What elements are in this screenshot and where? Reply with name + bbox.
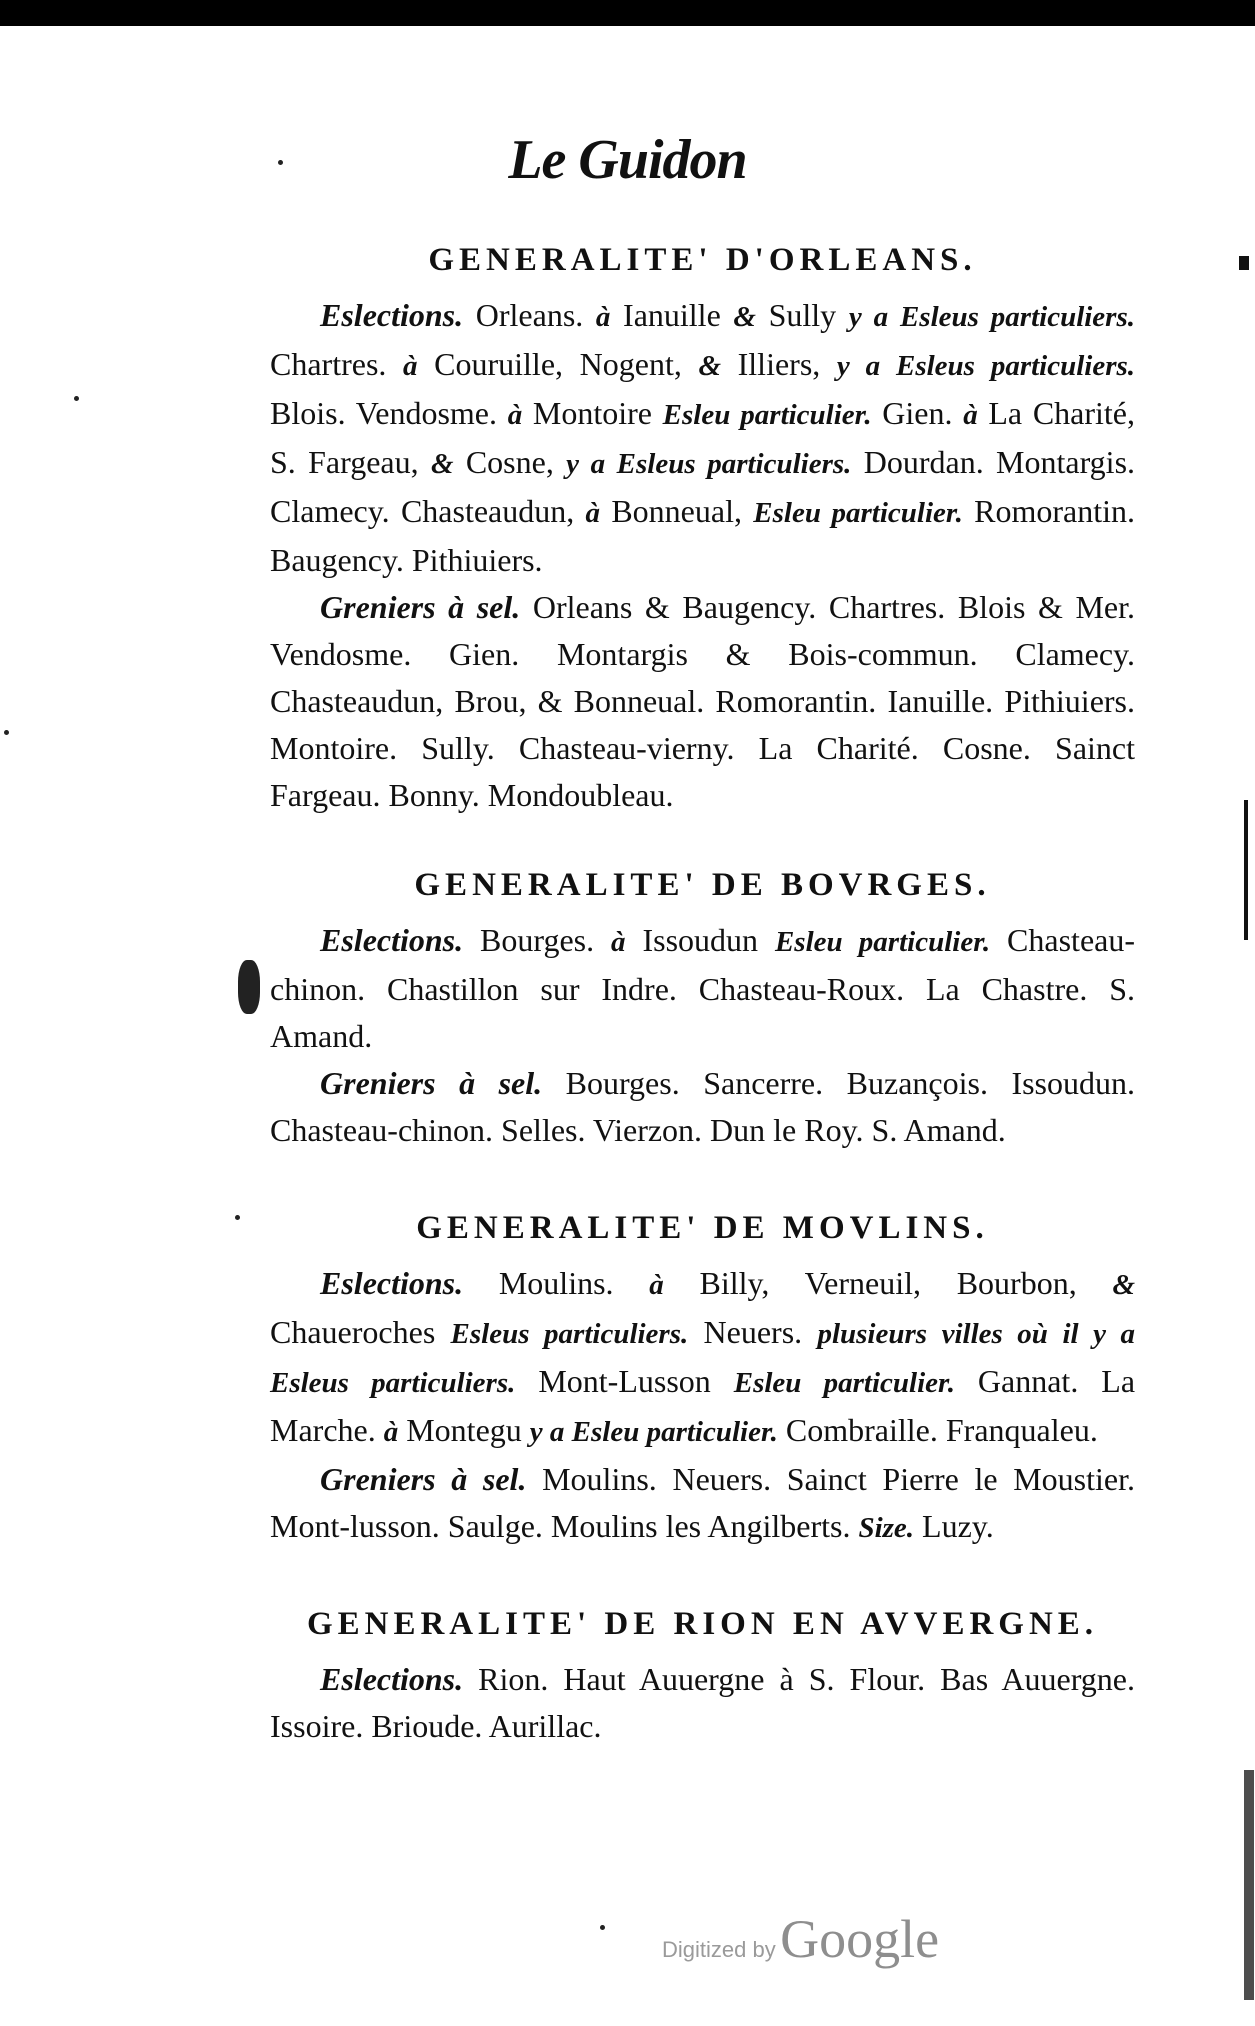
entry-text: Moulins. [463, 1265, 650, 1301]
italic-note: y a Esleus particuliers. [836, 350, 1136, 382]
greniers-paragraph [270, 1060, 1135, 1154]
section-title: GENERALITE' D'ORLEANS. [428, 242, 977, 278]
scan-speck [600, 1925, 605, 1930]
entry-label: Eslections. [320, 922, 464, 958]
italic-note: y a Esleus particuliers. [848, 301, 1136, 333]
italic-note: y a Esleus particuliers. [566, 448, 852, 480]
italic-note: plusieurs villes où il y a Esleus particuliers. [270, 1318, 1136, 1399]
italic-note: à [383, 1416, 399, 1448]
scan-edge-mark [1244, 1770, 1254, 2000]
entry-text: Gannat. La Marche. [270, 1363, 1136, 1448]
entry-text: Bonneual, [600, 493, 754, 529]
entry-text: Couruille, Nogent, [417, 346, 699, 382]
entry-text: Cosne, [453, 444, 567, 480]
section-orleans [270, 228, 1135, 819]
running-head: Le Guidon [508, 129, 747, 191]
italic-note: à [963, 399, 978, 431]
scan-edge-mark [1239, 256, 1249, 270]
italic-note: Esleus particuliers. [450, 1318, 689, 1350]
italic-note: & [733, 301, 756, 333]
italic-note: Esleu particulier. [733, 1367, 955, 1399]
section-moulins [270, 1196, 1135, 1552]
entry-text: Neuers. [688, 1314, 818, 1350]
entry-label: Eslections. [320, 297, 464, 333]
entry-text: Bourges. [463, 922, 612, 958]
watermark [662, 1908, 939, 1970]
italic-note: à [403, 350, 418, 382]
section-title: GENERALITE' DE BOVRGES. [414, 867, 991, 903]
italic-note: & [698, 350, 722, 382]
entry-text: Montegu [398, 1412, 530, 1448]
italic-note: Esleu particulier. [753, 497, 963, 529]
entry-label: Eslections. [320, 1661, 464, 1697]
section-rion [270, 1592, 1135, 1750]
entry-text: Blois. Vendosme. [270, 395, 508, 431]
entry-text: Dourdan. Montargis. Clamecy. Chasteaudun, [270, 444, 1136, 529]
italic-note: à [585, 497, 601, 529]
eslections-paragraph [270, 1656, 1135, 1750]
italic-note: & [430, 448, 454, 480]
section-title: GENERALITE' DE MOVLINS. [416, 1210, 989, 1246]
page-body [270, 228, 1135, 1750]
entry-label: Greniers à sel. [320, 589, 521, 625]
section-title: GENERALITE' DE RION EN AVVERGNE. [306, 1606, 1099, 1642]
italic-note: à [611, 926, 626, 958]
entry-text: Moulins. Neuers. Sainct Pierre le Moustier. Mont-lusson. Saulge. Moulins les Angilberts. [270, 1461, 1135, 1544]
entry-text: Bourges. Sancerre. Buzançois. Issoudun. Chasteau-chinon. Selles. Vierzon. Dun le Roy. S. Amand. [270, 1065, 1136, 1148]
entry-text: Illiers, [721, 346, 837, 382]
italic-note: Esleu particulier. [662, 399, 872, 431]
entry-text: Chartres. [270, 346, 404, 382]
entry-text: Ianuille [610, 297, 734, 333]
scan-speck [235, 1215, 240, 1220]
entry-label: Eslections. [320, 1265, 464, 1301]
entry-text: Chaueroches [270, 1314, 451, 1350]
greniers-paragraph [270, 1456, 1135, 1552]
entry-text: Combraille. Franqualeu. [777, 1412, 1098, 1448]
eslections-paragraph [270, 917, 1135, 1060]
entry-text: Orleans & Baugency. Chartres. Blois & Mer. Vendosme. Gien. Montargis & Bois-commun. Clamecy. Chasteaudun, Brou, & Bonneual. Romorantin. Ianuille. Pithiuiers. Montoire. Sully. Chasteau-vierny. La Charité. Cosne. Sainct Fargeau. Bonny. Mondoubleau. [270, 589, 1136, 813]
entry-text: Issoudun [625, 922, 775, 958]
entry-label: Greniers à sel. [320, 1065, 543, 1101]
watermark-prefix: Digitized by [662, 1937, 776, 1962]
scan-speck [4, 730, 9, 735]
greniers-paragraph [270, 584, 1135, 819]
google-logo: Google [780, 1909, 940, 1969]
entry-text: Luzy. [914, 1508, 994, 1544]
entry-text: Chasteau-chinon. Chastillon sur Indre. Chasteau-Roux. La Chastre. S. Amand. [270, 922, 1136, 1054]
italic-note: à [595, 301, 611, 333]
entry-text: Romorantin. Baugency. Pithiuiers. [270, 493, 1136, 578]
scan-edge-mark [1244, 800, 1248, 940]
ink-blot [238, 960, 260, 1014]
eslections-paragraph [270, 1260, 1135, 1456]
scan-top-border [0, 0, 1255, 26]
scan-speck [278, 160, 283, 165]
italic-note: & [1112, 1269, 1135, 1301]
eslections-paragraph [270, 292, 1135, 584]
entry-label: Greniers à sel. [320, 1461, 527, 1497]
italic-note: y a Esleu particulier. [529, 1416, 778, 1448]
italic-note: Size. [858, 1512, 915, 1544]
entry-text: Gien. [871, 395, 964, 431]
section-bourges [270, 853, 1135, 1154]
entry-text: Rion. Haut Auuergne à S. Flour. Bas Auuergne. Issoire. Brioude. Aurillac. [270, 1661, 1135, 1744]
entry-text: Billy, Verneuil, Bourbon, [663, 1265, 1113, 1301]
italic-note: Esleu particulier. [774, 926, 991, 958]
entry-text: La Charité, S. Fargeau, [270, 395, 1135, 480]
entry-text: Mont-Lusson [515, 1363, 734, 1399]
entry-text: Montoire [522, 395, 663, 431]
italic-note: à [649, 1269, 664, 1301]
scan-speck [74, 396, 79, 401]
entry-text: Orleans. [463, 297, 596, 333]
italic-note: à [507, 399, 523, 431]
entry-text: Sully [755, 297, 849, 333]
